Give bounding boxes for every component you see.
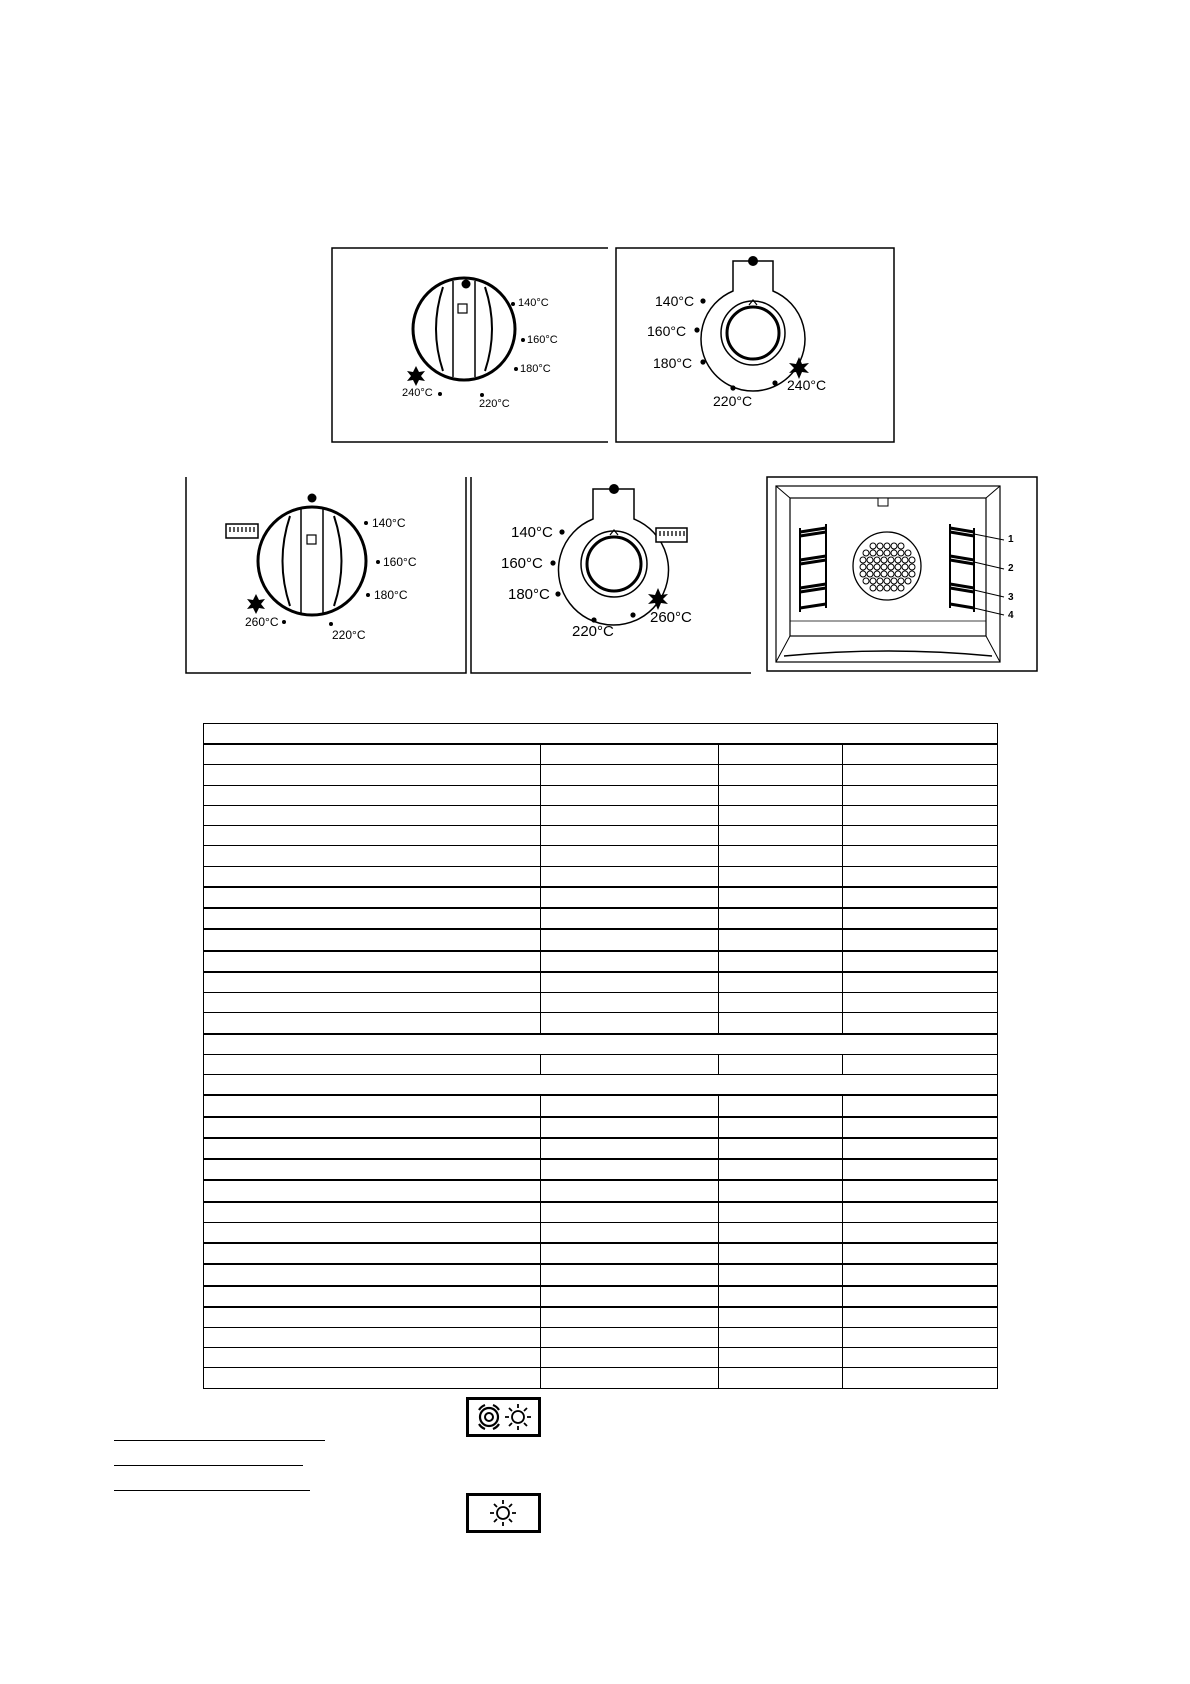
table-cell xyxy=(719,887,843,908)
table-cell xyxy=(719,866,843,887)
table-row xyxy=(204,887,998,908)
underline-1 xyxy=(114,1440,325,1441)
knob-panel-a xyxy=(331,247,609,443)
table-cell xyxy=(204,1243,541,1264)
table-row xyxy=(204,972,998,993)
table-row xyxy=(204,1075,998,1096)
table-row xyxy=(204,1180,998,1201)
table-cell xyxy=(843,1095,998,1116)
table-cell xyxy=(719,1307,843,1328)
table-row xyxy=(204,908,998,929)
table-cell xyxy=(541,1180,719,1201)
table-cell xyxy=(541,805,719,825)
table-row xyxy=(204,744,998,765)
table-row xyxy=(204,1222,998,1243)
table-cell xyxy=(719,805,843,825)
table-cell xyxy=(541,1117,719,1138)
table-cell xyxy=(204,908,541,929)
table-cell xyxy=(843,1307,998,1328)
table-cell xyxy=(541,1202,719,1223)
table-row xyxy=(204,1034,998,1055)
table-cell xyxy=(541,1054,719,1074)
shelf-number-3: 3 xyxy=(1008,592,1014,603)
table-cell xyxy=(204,1368,541,1389)
table-row xyxy=(204,929,998,950)
table-cell xyxy=(541,846,719,866)
knob-c-label-140: 140°C xyxy=(372,516,406,530)
table-row xyxy=(204,1348,998,1368)
table-cell xyxy=(541,785,719,805)
table-cell xyxy=(204,1075,998,1096)
table-cell xyxy=(204,1307,541,1328)
table-cell xyxy=(719,1264,843,1285)
table-cell xyxy=(843,1117,998,1138)
table-cell xyxy=(541,1138,719,1159)
table-cell xyxy=(204,1013,541,1034)
table-cell xyxy=(541,1222,719,1243)
table-row xyxy=(204,1307,998,1328)
table-row xyxy=(204,826,998,846)
knob-b-label-160: 160°C xyxy=(647,323,687,339)
table-cell xyxy=(843,826,998,846)
table-cell xyxy=(719,826,843,846)
table-row xyxy=(204,1202,998,1223)
table-cell xyxy=(843,805,998,825)
table-cell xyxy=(204,744,541,765)
table-cell xyxy=(719,1348,843,1368)
table-row xyxy=(204,1013,998,1034)
table-cell xyxy=(204,1034,998,1055)
table-cell xyxy=(843,951,998,972)
knob-a-label-240: 240°C xyxy=(402,387,433,399)
table-cell xyxy=(541,866,719,887)
table-row xyxy=(204,1368,998,1389)
table-cell xyxy=(719,1159,843,1180)
table-cell xyxy=(843,1243,998,1264)
table-cell xyxy=(719,1368,843,1389)
table-cell xyxy=(843,785,998,805)
table-row xyxy=(204,765,998,785)
table-cell xyxy=(204,1054,541,1074)
table-cell xyxy=(719,951,843,972)
table-cell xyxy=(541,1013,719,1034)
shelf-number-1: 1 xyxy=(1008,534,1014,545)
cooking-table xyxy=(203,723,998,1389)
table-cell xyxy=(843,1138,998,1159)
table-cell xyxy=(719,1054,843,1074)
table-cell xyxy=(843,1202,998,1223)
table-cell xyxy=(541,1286,719,1307)
knob-a-zero-dot xyxy=(462,280,471,289)
table-cell xyxy=(719,785,843,805)
table-cell xyxy=(204,887,541,908)
table-cell xyxy=(204,1222,541,1243)
shelf-number-2: 2 xyxy=(1008,563,1014,574)
knob-panel-d xyxy=(470,476,752,674)
knob-b-label-220: 220°C xyxy=(713,393,753,409)
knob-c-label-220: 220°C xyxy=(332,628,366,642)
table-row xyxy=(204,1327,998,1347)
table-cell xyxy=(719,1243,843,1264)
knob-b-drawing xyxy=(615,247,895,443)
table-cell xyxy=(204,1264,541,1285)
table-cell xyxy=(541,951,719,972)
table-cell xyxy=(719,846,843,866)
knob-d-label-180: 180°C xyxy=(508,586,550,603)
table-cell xyxy=(843,765,998,785)
table-cell xyxy=(541,1327,719,1347)
table-cell xyxy=(541,1095,719,1116)
oven-interior-drawing xyxy=(766,476,1038,672)
knob-c-label-260: 260°C xyxy=(245,615,279,629)
table-cell xyxy=(541,1368,719,1389)
table-row xyxy=(204,1159,998,1180)
table-cell xyxy=(541,826,719,846)
knob-b-label-240: 240°C xyxy=(787,377,827,393)
shelf-number-4: 4 xyxy=(1008,610,1014,621)
table-cell xyxy=(843,887,998,908)
table-cell xyxy=(204,765,541,785)
knob-c-label-160: 160°C xyxy=(383,555,417,569)
table-cell xyxy=(843,846,998,866)
table-cell xyxy=(204,1159,541,1180)
table-cell xyxy=(204,846,541,866)
table-cell xyxy=(541,1159,719,1180)
table-row xyxy=(204,1054,998,1074)
table-cell xyxy=(541,744,719,765)
table-cell xyxy=(204,826,541,846)
table-cell xyxy=(843,1222,998,1243)
table-row xyxy=(204,866,998,887)
table-row xyxy=(204,951,998,972)
table-row xyxy=(204,846,998,866)
knob-c-star-icon xyxy=(247,594,265,614)
knob-d-drawing xyxy=(470,476,752,674)
table-row xyxy=(204,785,998,805)
knob-c-drawing xyxy=(185,476,467,674)
table-cell xyxy=(719,993,843,1013)
left-shelf-rails xyxy=(800,524,826,612)
table-cell xyxy=(541,887,719,908)
table-row xyxy=(204,724,998,745)
table-cell xyxy=(204,1095,541,1116)
table-cell xyxy=(204,1327,541,1347)
knob-a-drawing xyxy=(331,247,609,443)
knob-c-label-180: 180°C xyxy=(374,588,408,602)
table-cell xyxy=(843,929,998,950)
underline-2 xyxy=(114,1465,303,1466)
knob-d-label-160: 160°C xyxy=(501,555,543,572)
table-cell xyxy=(843,1286,998,1307)
right-shelf-rails xyxy=(950,524,974,612)
table-cell xyxy=(719,1202,843,1223)
table-cell xyxy=(843,1180,998,1201)
table-row xyxy=(204,1243,998,1264)
table-cell xyxy=(719,929,843,950)
table-cell xyxy=(204,1348,541,1368)
table-row xyxy=(204,993,998,1013)
table-cell xyxy=(541,1243,719,1264)
knob-d-zero-dot xyxy=(609,484,619,494)
table-cell xyxy=(204,1286,541,1307)
table-cell xyxy=(541,908,719,929)
table-cell xyxy=(541,929,719,950)
table-cell xyxy=(719,972,843,993)
oven-interior-panel xyxy=(766,476,1038,672)
table-row xyxy=(204,1117,998,1138)
table-cell xyxy=(843,1348,998,1368)
table-cell xyxy=(719,1222,843,1243)
table-row xyxy=(204,1138,998,1159)
table-row xyxy=(204,1095,998,1116)
knob-a-label-160: 160°C xyxy=(527,334,558,346)
table-cell xyxy=(719,744,843,765)
table-cell xyxy=(719,1138,843,1159)
table-cell xyxy=(843,908,998,929)
table-cell xyxy=(541,1264,719,1285)
table-cell xyxy=(719,1286,843,1307)
table-cell xyxy=(204,1117,541,1138)
table-cell xyxy=(204,1180,541,1201)
table-cell xyxy=(843,744,998,765)
table-cell xyxy=(843,1327,998,1347)
knob-a-star-icon xyxy=(407,366,425,386)
fan-cover-icon xyxy=(853,532,921,600)
table-cell xyxy=(541,972,719,993)
cooking-table-body xyxy=(204,724,998,1389)
table-cell xyxy=(843,1368,998,1389)
knob-panel-b xyxy=(615,247,895,443)
table-cell xyxy=(204,1202,541,1223)
knob-panel-c xyxy=(185,476,467,674)
table-cell xyxy=(843,1054,998,1074)
table-cell xyxy=(204,993,541,1013)
knob-c-grill-icon xyxy=(226,524,258,538)
table-cell xyxy=(843,1013,998,1034)
knob-a-label-180: 180°C xyxy=(520,363,551,375)
knob-d-label-140: 140°C xyxy=(511,524,553,541)
table-cell xyxy=(204,724,998,745)
table-cell xyxy=(719,1117,843,1138)
table-cell xyxy=(541,993,719,1013)
table-cell xyxy=(204,785,541,805)
table-cell xyxy=(541,1307,719,1328)
knob-b-label-180: 180°C xyxy=(653,355,693,371)
knob-b-zero-dot xyxy=(748,256,758,266)
table-cell xyxy=(204,929,541,950)
table-cell xyxy=(719,908,843,929)
table-cell xyxy=(204,805,541,825)
table-cell xyxy=(204,951,541,972)
knob-a-label-140: 140°C xyxy=(518,297,549,309)
table-cell xyxy=(843,866,998,887)
table-cell xyxy=(719,1180,843,1201)
table-cell xyxy=(719,1327,843,1347)
knob-d-label-220: 220°C xyxy=(572,623,614,640)
table-cell xyxy=(719,765,843,785)
table-cell xyxy=(204,866,541,887)
knob-d-grill-icon xyxy=(656,528,687,542)
knob-b-label-140: 140°C xyxy=(655,293,695,309)
table-row xyxy=(204,805,998,825)
table-cell xyxy=(204,972,541,993)
table-cell xyxy=(843,1264,998,1285)
grill-icon xyxy=(466,1493,541,1533)
knob-a-label-220: 220°C xyxy=(479,398,510,410)
table-row xyxy=(204,1264,998,1285)
table-cell xyxy=(843,1159,998,1180)
table-cell xyxy=(719,1013,843,1034)
fan-grill-icon xyxy=(466,1397,541,1437)
knob-d-label-260: 260°C xyxy=(650,609,692,626)
table-cell xyxy=(719,1095,843,1116)
table-cell xyxy=(541,1348,719,1368)
table-cell xyxy=(204,1138,541,1159)
table-cell xyxy=(541,765,719,785)
table-cell xyxy=(843,993,998,1013)
underline-3 xyxy=(114,1490,310,1491)
table-row xyxy=(204,1286,998,1307)
table-cell xyxy=(843,972,998,993)
knob-c-zero-dot xyxy=(308,494,317,503)
